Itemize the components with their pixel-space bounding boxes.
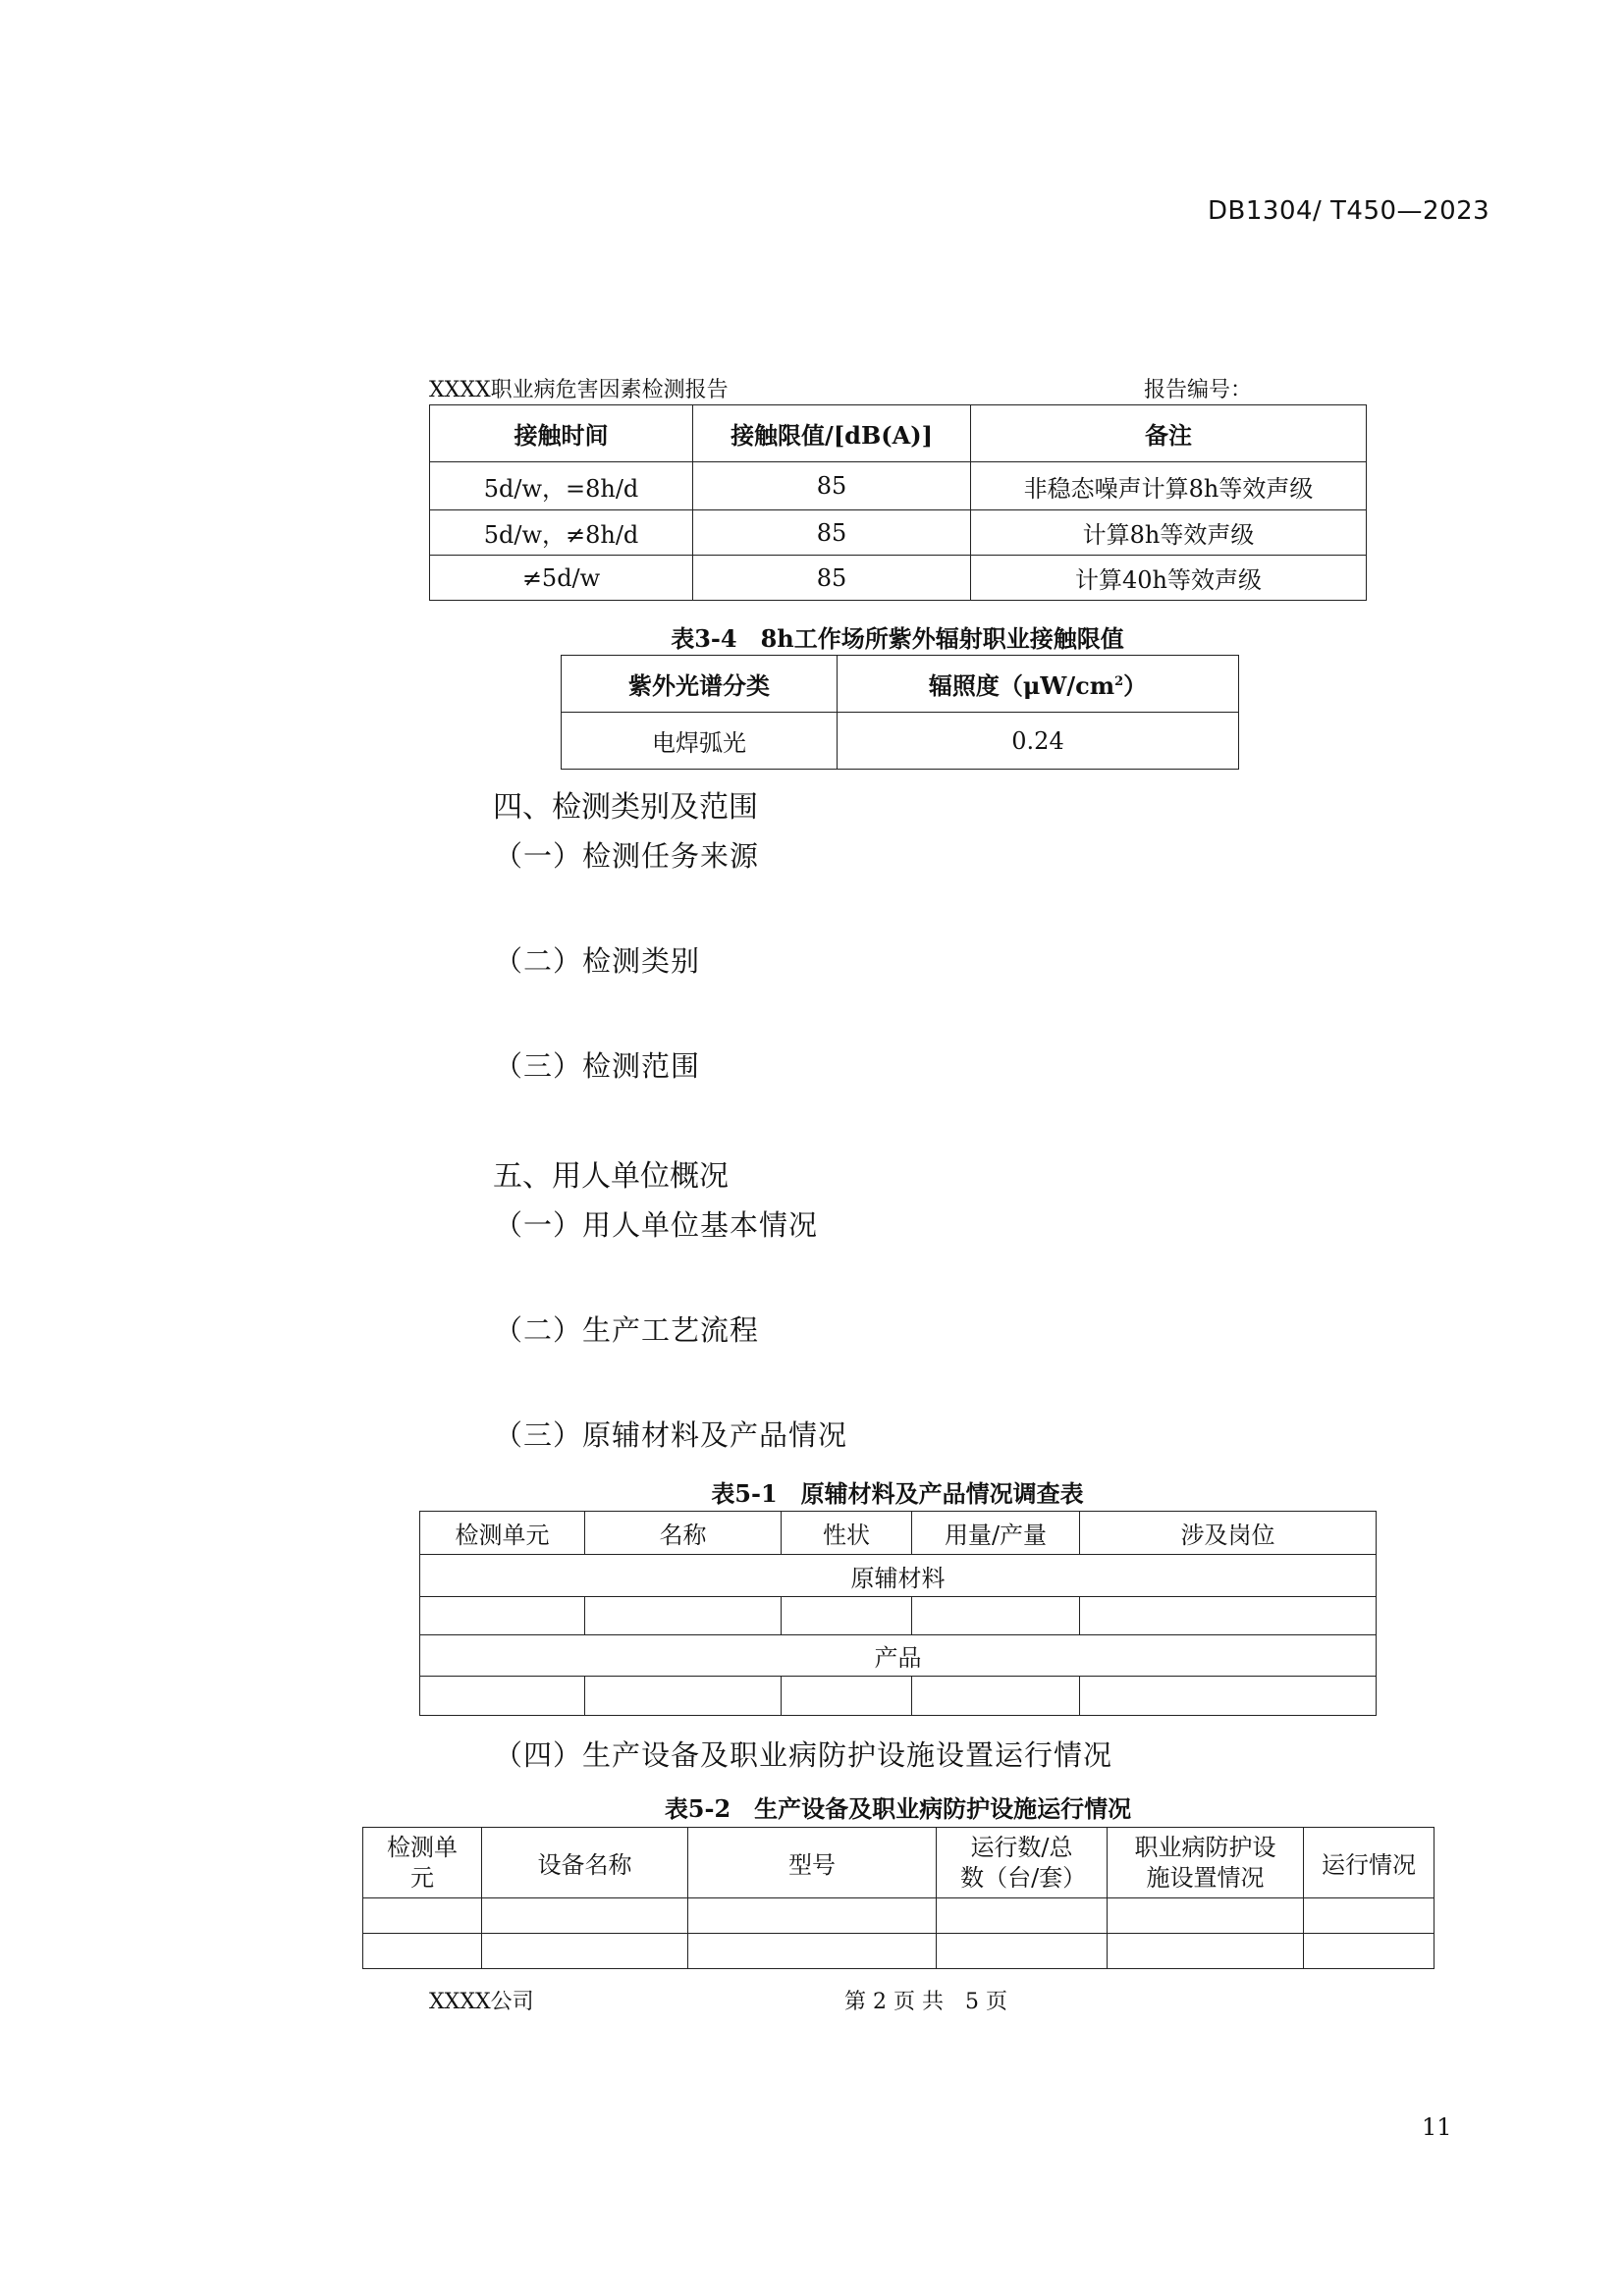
subsection-heading: （三）原辅材料及产品情况 bbox=[494, 1418, 848, 1452]
table-header-cell: 紫外光谱分类 bbox=[562, 656, 838, 713]
table-cell bbox=[688, 1898, 937, 1934]
table-cell bbox=[482, 1934, 688, 1969]
table-cell: 85 bbox=[693, 556, 971, 601]
table-cell: 电焊弧光 bbox=[562, 713, 838, 770]
table-header-cell: 型号 bbox=[688, 1828, 937, 1898]
materials-table-caption: 表5-1 原辅材料及产品情况调查表 bbox=[711, 1479, 1084, 1508]
table-header-cell: 用量/产量 bbox=[912, 1512, 1080, 1555]
footer-page-info: 第 2 页 共 5 页 bbox=[844, 1990, 1007, 2014]
table-cell bbox=[912, 1597, 1080, 1635]
section-heading: 四、检测类别及范围 bbox=[493, 790, 758, 825]
table-cell bbox=[912, 1677, 1080, 1716]
irradiance-label: 辐照度（μW/cm bbox=[928, 671, 1115, 700]
table-header-cell bbox=[937, 1828, 1108, 1898]
table-header-cell: 性状 bbox=[782, 1512, 912, 1555]
subsection-heading: （一）检测任务来源 bbox=[494, 839, 760, 873]
irradiance-label-close: ） bbox=[1123, 671, 1148, 700]
equipment-table-caption: 表5-2 生产设备及职业病防护设施运行情况 bbox=[664, 1794, 1132, 1823]
header-text: 运行数/总数（台/套） bbox=[960, 1833, 1087, 1892]
table-header-cell bbox=[838, 656, 1239, 713]
report-number-label: 报告编号： bbox=[1144, 378, 1253, 402]
table-cell: 5d/w，=8h/d bbox=[430, 462, 693, 510]
table-header-cell: 检测单元 bbox=[420, 1512, 585, 1555]
table-row bbox=[363, 1898, 1435, 1934]
table-cell bbox=[782, 1597, 912, 1635]
table-cell: 85 bbox=[693, 510, 971, 556]
standard-code: DB1304/ T450—2023 bbox=[1208, 196, 1490, 226]
table-cell bbox=[1304, 1934, 1435, 1969]
table-row bbox=[363, 1934, 1435, 1969]
subsection-heading: （二）检测类别 bbox=[494, 944, 701, 978]
table-header-cell bbox=[1108, 1828, 1304, 1898]
footer-company: XXXX公司 bbox=[429, 1990, 534, 2014]
table-header-cell: 备注 bbox=[971, 405, 1367, 462]
table-cell: ≠5d/w bbox=[430, 556, 693, 601]
table-cell bbox=[1080, 1597, 1377, 1635]
header-text: 职业病防护设施设置情况 bbox=[1134, 1833, 1276, 1892]
report-title: XXXX职业病危害因素检测报告 bbox=[429, 378, 729, 402]
superscript: 2 bbox=[1114, 674, 1124, 689]
table-cell bbox=[420, 1677, 585, 1716]
table-cell: 计算8h等效声级 bbox=[971, 510, 1367, 556]
table-cell bbox=[585, 1597, 782, 1635]
table-row bbox=[430, 462, 1367, 510]
noise-limit-table bbox=[429, 404, 1367, 601]
table-row bbox=[420, 1677, 1377, 1716]
uv-limit-table bbox=[561, 655, 1239, 770]
header-text: 检测单元 bbox=[387, 1833, 458, 1892]
table-cell bbox=[1304, 1898, 1435, 1934]
table-header-cell bbox=[363, 1828, 482, 1898]
table-cell bbox=[420, 1597, 585, 1635]
table-cell bbox=[1108, 1898, 1304, 1934]
subsection-heading: （三）检测范围 bbox=[494, 1049, 701, 1083]
table-cell bbox=[688, 1934, 937, 1969]
table-header-cell: 涉及岗位 bbox=[1080, 1512, 1377, 1555]
section-heading: 五、用人单位概况 bbox=[493, 1159, 729, 1194]
table-header-cell: 运行情况 bbox=[1304, 1828, 1435, 1898]
table-cell: 非稳态噪声计算8h等效声级 bbox=[971, 462, 1367, 510]
group-row-products: 产品 bbox=[420, 1635, 1377, 1677]
table-cell bbox=[482, 1898, 688, 1934]
materials-table bbox=[419, 1511, 1377, 1716]
group-row-raw-materials: 原辅材料 bbox=[420, 1555, 1377, 1597]
table-cell: 0.24 bbox=[838, 713, 1239, 770]
table-header-cell: 接触限值/[dB(A)] bbox=[693, 405, 971, 462]
table-row bbox=[430, 556, 1367, 601]
table-cell bbox=[1108, 1934, 1304, 1969]
table-cell bbox=[937, 1898, 1108, 1934]
table-header-cell: 设备名称 bbox=[482, 1828, 688, 1898]
subsection-heading: （二）生产工艺流程 bbox=[494, 1313, 760, 1347]
table-cell: 计算40h等效声级 bbox=[971, 556, 1367, 601]
subsection-heading: （一）用人单位基本情况 bbox=[494, 1208, 819, 1242]
table-cell bbox=[782, 1677, 912, 1716]
table-row bbox=[430, 510, 1367, 556]
table-header-cell: 接触时间 bbox=[430, 405, 693, 462]
table-row bbox=[420, 1597, 1377, 1635]
table-row bbox=[562, 713, 1239, 770]
uv-table-caption: 表3-4 8h工作场所紫外辐射职业接触限值 bbox=[671, 624, 1124, 653]
subsection-heading: （四）生产设备及职业病防护设施设置运行情况 bbox=[494, 1738, 1113, 1772]
page-number: 11 bbox=[1422, 2113, 1452, 2141]
table-cell: 5d/w，≠8h/d bbox=[430, 510, 693, 556]
table-header-cell: 名称 bbox=[585, 1512, 782, 1555]
table-cell bbox=[1080, 1677, 1377, 1716]
equipment-table bbox=[362, 1827, 1435, 1969]
table-cell bbox=[937, 1934, 1108, 1969]
table-cell bbox=[585, 1677, 782, 1716]
table-cell bbox=[363, 1898, 482, 1934]
table-cell: 85 bbox=[693, 462, 971, 510]
table-cell bbox=[363, 1934, 482, 1969]
